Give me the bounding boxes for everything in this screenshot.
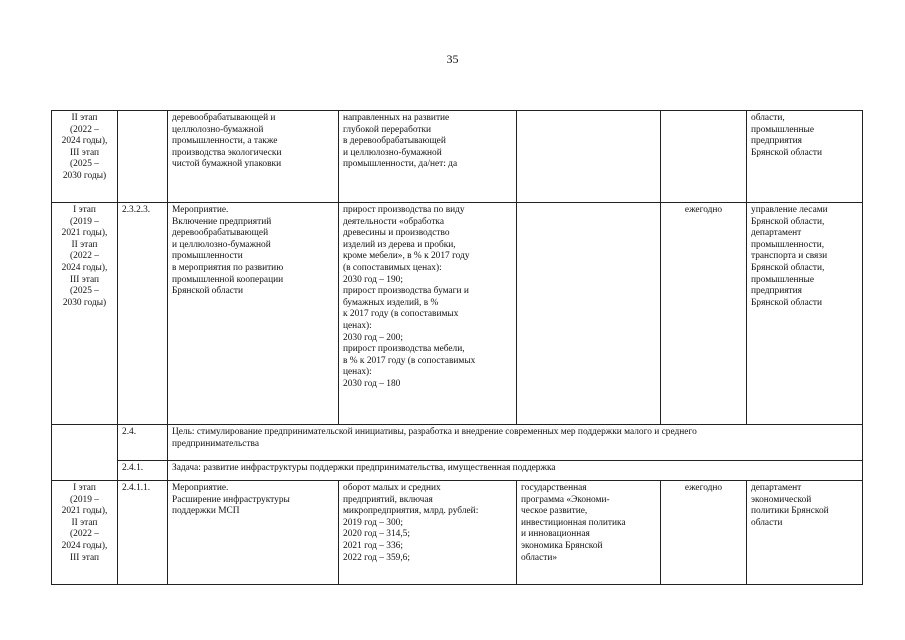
stage-cell: I этап (2019 – 2021 годы), II этап (2022 – 2024 годы), III этап (2025 – 2030 годы) (52, 203, 118, 425)
executor-cell: департамент экономической политики Брянской области (747, 481, 863, 585)
table-row (52, 461, 863, 481)
code-cell: 2.4.1. (118, 461, 168, 481)
program-cell: государственная программа «Экономи- ческое развитие, инвестиционная политика и инновационная экономика Брянской области» (517, 481, 661, 585)
indicator-cell: прирост производства по виду деятельности «обработка древесины и производство изделий из дерева и пробки, кроме мебели», в % к 2017 году (в сопоставимых ценах): 2030 год – 190; прирост производства бумаги и бумажных изделий, в % к 2017 году (в сопоставимых ценах): 2030 год – 200; прирост производства мебели, в % к 2017 году (в сопоставимых ценах): 2030 год – 180 (339, 203, 517, 425)
executor-cell: управление лесами Брянской области, департамент промышленности, транспорта и связи Брянской области, промышленные предприятия Брянской области (747, 203, 863, 425)
program-cell (517, 203, 661, 425)
indicator-cell: направленных на развитие глубокой переработки в деревообрабатывающей и целлюлозно-бумажной промышленности, да/нет: да (339, 111, 517, 203)
code-cell: 2.4. (118, 425, 168, 461)
activity-cell: Мероприятие. Расширение инфраструктуры поддержки МСП (168, 481, 339, 585)
task-cell: Задача: развитие инфраструктуры поддержки предпринимательства, имущественная поддержка (168, 461, 863, 481)
table-row (52, 111, 863, 203)
executor-cell: области, промышленные предприятия Брянской области (747, 111, 863, 203)
period-cell: ежегодно (661, 481, 747, 585)
code-cell (118, 111, 168, 203)
stage-cell: II этап (2022 – 2024 годы), III этап (2025 – 2030 годы) (52, 111, 118, 203)
code-cell: 2.4.1.1. (118, 481, 168, 585)
table-row (52, 425, 863, 461)
page-number: 35 (446, 52, 459, 66)
code-cell: 2.3.2.3. (118, 203, 168, 425)
indicator-cell: оборот малых и средних предприятий, включая микропредприятия, млрд. рублей: 2019 год – 300; 2020 год – 314,5; 2021 год – 336; 2022 год – 359,6; (339, 481, 517, 585)
table-row (52, 203, 863, 425)
stage-cell: I этап (2019 – 2021 годы), II этап (2022 – 2024 годы), III этап (52, 481, 118, 585)
stage-cell (52, 425, 118, 481)
activity-cell: Мероприятие. Включение предприятий деревообрабатывающей и целлюлозно-бумажной промышленности в мероприятия по развитию промышленной кооперации Брянской области (168, 203, 339, 425)
period-cell (661, 111, 747, 203)
activity-cell: деревообрабатывающей и целлюлозно-бумажной промышленности, а также производства экологически чистой бумажной упаковки (168, 111, 339, 203)
goal-cell: Цель: стимулирование предпринимательской инициативы, разработка и внедрение современных мер поддержки малого и среднего предпринимательства (168, 425, 863, 461)
program-cell (517, 111, 661, 203)
measures-table (51, 110, 863, 585)
table-row (52, 481, 863, 585)
period-cell: ежегодно (661, 203, 747, 425)
